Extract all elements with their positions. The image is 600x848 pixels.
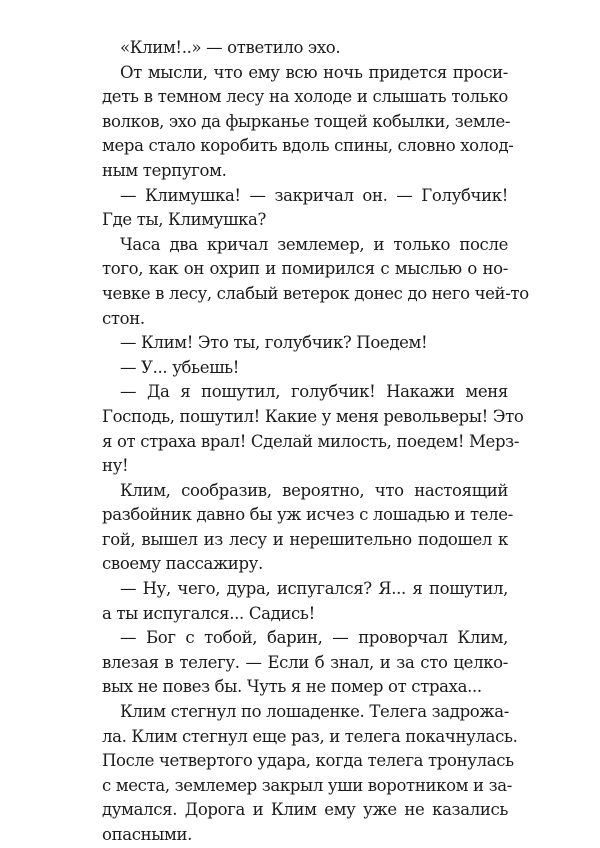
text-line: деть в темном лесу на холоде и слышать только (102, 87, 508, 107)
text-line: — Климушка! — закричал он. — Голубчик! (120, 185, 508, 205)
text-line: думался. Дорога и Клим ему уже не казались (102, 800, 508, 820)
text-line: ла. Клим стегнул еще раз, и телега покачнулась. (102, 726, 518, 746)
text-line: мера стало коробить вдоль спины, словно холод- (102, 136, 514, 156)
prose-text (102, 36, 529, 848)
text-line: — У... убьешь! (120, 357, 240, 377)
text-line: Где ты, Климушка? (102, 210, 267, 230)
text-line: я от страха врал! Сделай милость, поедем! Мерз- (102, 431, 520, 451)
text-line: влезая в телегу. — Если б знал, и за сто целко- (102, 652, 508, 672)
text-line: ным терпугом. (102, 160, 227, 180)
text-line: разбойник давно бы уж исчез с лошадью и теле- (102, 505, 513, 525)
text-line: с места, землемер закрыл уши воротником и за- (102, 775, 512, 795)
text-line: своему пассажиру. (102, 554, 263, 574)
text-line: того, как он охрип и помирился с мыслью о но- (102, 259, 508, 279)
text-line: — Да я пошутил, голубчик! Накажи меня (120, 382, 508, 402)
text-line: Клим стегнул по лошаденке. Телега задрожа- (120, 702, 509, 722)
text-line: ну! (102, 456, 129, 476)
text-line: — Клим! Это ты, голубчик? Поедем! (120, 333, 428, 353)
text-line: вых не повез бы. Чуть я не помер от страха... (102, 677, 482, 697)
text-line: Часа два кричал землемер, и только после (120, 234, 508, 254)
text-line: Господь, пошутил! Какие у меня револьверы! Это (102, 406, 524, 426)
text-line: — Ну, чего, дура, испугался? Я... я пошутил, (120, 579, 508, 599)
text-line: чевке в лесу, слабый ветерок донес до него чей-то (102, 283, 529, 303)
text-line: а ты испугался... Садись! (102, 603, 315, 623)
text-line: Клим, сообразив, вероятно, что настоящий (120, 480, 508, 500)
text-line: «Клим!..» — ответило эхо. (120, 38, 341, 57)
text-line: После четвертого удара, когда телега тронулась (102, 751, 514, 771)
text-line: волков, эхо да фырканье тощей кобылки, земле- (102, 111, 511, 131)
text-line: гой, вышел из лесу и нерешительно подошел к (102, 529, 508, 549)
text-line: — Бог с тобой, барин, — проворчал Клим, (120, 628, 508, 648)
text-line: стон. (102, 308, 145, 328)
text-line: От мысли, что ему всю ночь придется проси- (120, 62, 508, 82)
text-line: опасными. (102, 825, 193, 844)
